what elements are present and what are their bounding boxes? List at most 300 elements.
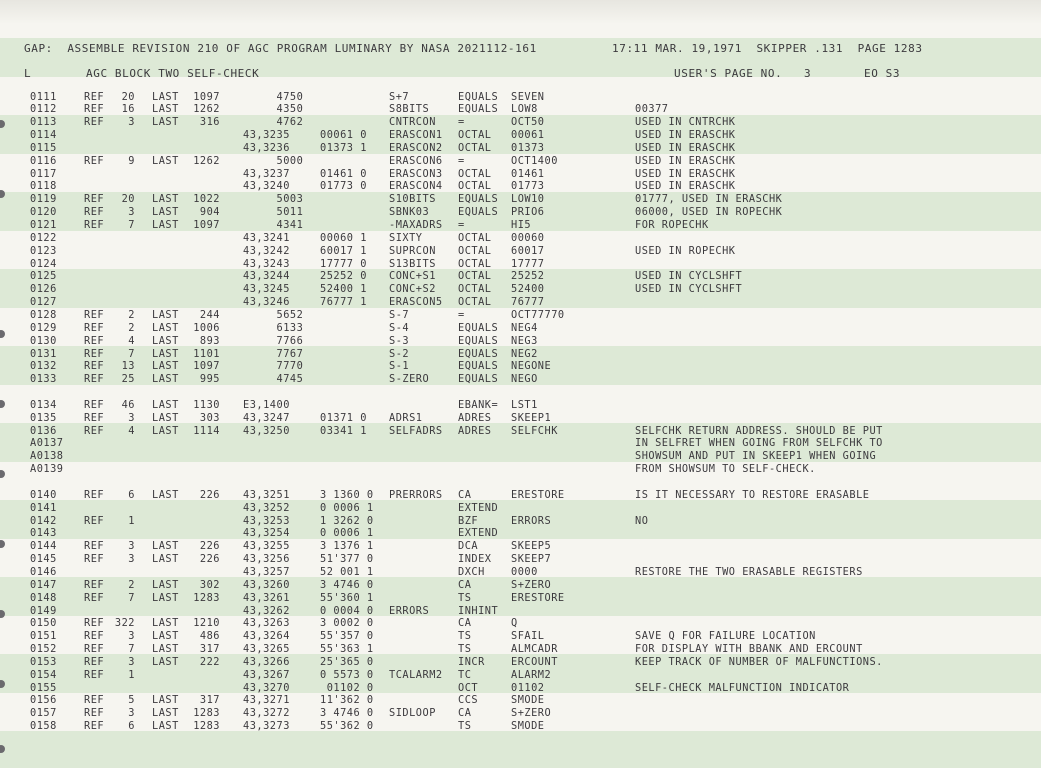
last-keyword: LAST	[152, 578, 179, 591]
ref-count: 46	[121, 398, 135, 411]
line-number: 0145	[30, 553, 57, 566]
line-number: A0138	[30, 450, 64, 463]
octal-code: 52400 1	[320, 283, 367, 296]
listing-row	[0, 399, 1041, 412]
line-number: 0113	[30, 116, 57, 129]
line-number: 0146	[30, 565, 57, 578]
listing-row	[0, 309, 1041, 322]
last-keyword: LAST	[152, 553, 179, 566]
last-keyword: LAST	[152, 193, 179, 206]
line-number: 0116	[30, 154, 57, 167]
operand: SELFCHK	[511, 424, 558, 437]
listing-row	[0, 296, 1041, 309]
last-ref: 1283	[193, 591, 220, 604]
listing-row	[0, 116, 1041, 129]
opcode: CA	[458, 707, 472, 720]
operand: 01102	[511, 681, 545, 694]
address: 43,3263	[243, 617, 290, 630]
octal-code: 3 0002 0	[320, 617, 374, 630]
listing-row	[0, 643, 1041, 656]
opcode: EXTEND	[458, 501, 499, 514]
last-ref: 226	[199, 540, 220, 553]
listing-row	[0, 630, 1041, 643]
symbol-label: ERRORS	[389, 604, 430, 617]
line-number: 0122	[30, 231, 57, 244]
opcode: INDEX	[458, 553, 492, 566]
address: 43,3253	[243, 514, 290, 527]
listing-header-timestamp: 17:11 MAR. 19,1971 SKIPPER .131 PAGE 1283	[612, 42, 923, 55]
listing-row	[0, 412, 1041, 425]
operand: 00060	[511, 231, 545, 244]
last-keyword: LAST	[152, 219, 179, 231]
address: 43,3237	[243, 167, 290, 180]
comment: 00377	[635, 103, 669, 116]
opcode: EQUALS	[458, 347, 499, 360]
symbol-label: S-7	[389, 308, 410, 321]
opcode: OCTAL	[458, 129, 492, 142]
comment: IN SELFRET WHEN GOING FROM SELFCHK TO	[635, 437, 883, 450]
symbol-label: S-3	[389, 334, 410, 347]
symbol-label: S-4	[389, 321, 410, 334]
operand: NEG2	[511, 347, 538, 360]
opcode: BZF	[458, 514, 479, 527]
comment: USED IN ERASCHK	[635, 167, 736, 180]
listing-row	[0, 617, 1041, 630]
last-ref: 1262	[193, 154, 220, 167]
last-ref: 226	[199, 488, 220, 501]
ref-keyword: REF	[84, 154, 105, 167]
ref-keyword: REF	[84, 514, 105, 527]
comment: FOR ROPECHK	[635, 219, 709, 231]
comment: USED IN CYCLSHFT	[635, 283, 743, 296]
listing-row	[0, 258, 1041, 271]
ref-keyword: REF	[84, 488, 105, 501]
opcode: INCR	[458, 655, 485, 668]
address: 43,3243	[243, 257, 290, 270]
listing-row	[0, 168, 1041, 181]
opcode: CA	[458, 617, 472, 630]
ref-keyword: REF	[84, 103, 105, 116]
ref-count: 6	[128, 488, 135, 501]
symbol-label: SBNK03	[389, 206, 430, 219]
line-number: 0121	[30, 219, 57, 231]
ref-count: 20	[121, 193, 135, 206]
symbol-label: S-ZERO	[389, 373, 430, 386]
address: 43,3272	[243, 707, 290, 720]
listing-row	[0, 476, 1041, 489]
address: 5000	[243, 154, 304, 167]
last-keyword: LAST	[152, 360, 179, 373]
ref-count: 7	[128, 219, 135, 231]
address: 43,3256	[243, 553, 290, 566]
address: 43,3264	[243, 630, 290, 643]
line-number: 0154	[30, 668, 57, 681]
ref-keyword: REF	[84, 193, 105, 206]
listing-row	[0, 360, 1041, 373]
opcode: OCTAL	[458, 231, 492, 244]
symbol-label: ERASCON2	[389, 141, 443, 154]
ref-keyword: REF	[84, 321, 105, 334]
ref-keyword: REF	[84, 398, 105, 411]
listing-row	[0, 245, 1041, 258]
address: 4750	[243, 90, 304, 103]
comment: FROM SHOWSUM TO SELF-CHECK.	[635, 463, 816, 476]
operand: OCT50	[511, 116, 545, 129]
ref-keyword: REF	[84, 90, 105, 103]
opcode: TS	[458, 643, 472, 656]
address: 43,3246	[243, 296, 290, 309]
line-number: 0119	[30, 193, 57, 206]
last-ref: 1262	[193, 103, 220, 116]
operand: ERRORS	[511, 514, 552, 527]
address: 43,3240	[243, 180, 290, 193]
last-ref: 1006	[193, 321, 220, 334]
line-number: 0140	[30, 488, 57, 501]
octal-code: 0 5573 0	[320, 668, 374, 681]
operand: 0000	[511, 565, 538, 578]
address: 43,3255	[243, 540, 290, 553]
opcode: ADRES	[458, 424, 492, 437]
line-number: 0155	[30, 681, 57, 694]
listing-row	[0, 437, 1041, 450]
octal-code: 3 1360 0	[320, 488, 374, 501]
page-top-shadow	[0, 0, 1041, 24]
ref-count: 16	[121, 103, 135, 116]
line-number: 0129	[30, 321, 57, 334]
last-keyword: LAST	[152, 488, 179, 501]
comment: RESTORE THE TWO ERASABLE REGISTERS	[635, 565, 863, 578]
octal-code: 01773 0	[320, 180, 367, 193]
last-ref: 316	[199, 116, 220, 129]
ref-keyword: REF	[84, 411, 105, 424]
opcode: =	[458, 116, 465, 129]
ref-keyword: REF	[84, 373, 105, 386]
octal-code: 25252 0	[320, 270, 367, 283]
section-title: AGC BLOCK TWO SELF-CHECK	[86, 67, 260, 80]
address: 43,3271	[243, 694, 290, 707]
address: 43,3245	[243, 283, 290, 296]
line-number: 0149	[30, 604, 57, 617]
opcode: CA	[458, 578, 472, 591]
opcode: =	[458, 154, 465, 167]
line-number: 0117	[30, 167, 57, 180]
comment: USED IN CYCLSHFT	[635, 270, 743, 283]
opcode: TS	[458, 630, 472, 643]
ref-count: 25	[121, 373, 135, 386]
last-keyword: LAST	[152, 411, 179, 424]
listing-header-l: L	[24, 67, 32, 80]
ref-count: 3	[128, 540, 135, 553]
octal-code: 52 001 1	[320, 565, 374, 578]
comment: SAVE Q FOR FAILURE LOCATION	[635, 630, 816, 643]
line-number: 0158	[30, 720, 57, 733]
octal-code: 3 1376 1	[320, 540, 374, 553]
last-keyword: LAST	[152, 540, 179, 553]
operand: 60017	[511, 244, 545, 257]
last-ref: 995	[199, 373, 220, 386]
symbol-label: S10BITS	[389, 193, 436, 206]
opcode: OCTAL	[458, 283, 492, 296]
opcode: EQUALS	[458, 193, 499, 206]
last-keyword: LAST	[152, 655, 179, 668]
operand: ERESTORE	[511, 591, 565, 604]
symbol-label: SIDLOOP	[389, 707, 436, 720]
opcode: ADRES	[458, 411, 492, 424]
symbol-label: CNTRCON	[389, 116, 436, 129]
address: 43,3247	[243, 411, 290, 424]
address: 7767	[243, 347, 304, 360]
line-number: 0125	[30, 270, 57, 283]
comment: IS IT NECESSARY TO RESTORE ERASABLE	[635, 488, 870, 501]
last-keyword: LAST	[152, 90, 179, 103]
last-keyword: LAST	[152, 347, 179, 360]
address: E3,1400	[243, 398, 290, 411]
address: 43,3235	[243, 129, 290, 142]
address: 43,3244	[243, 270, 290, 283]
last-ref: 244	[199, 308, 220, 321]
ref-keyword: REF	[84, 334, 105, 347]
listing-row	[0, 348, 1041, 361]
ref-count: 322	[114, 617, 135, 630]
address: 43,3260	[243, 578, 290, 591]
ref-keyword: REF	[84, 553, 105, 566]
last-keyword: LAST	[152, 617, 179, 630]
comment: SELFCHK RETURN ADDRESS. SHOULD BE PUT	[635, 424, 883, 437]
opcode: CA	[458, 488, 472, 501]
opcode: =	[458, 308, 465, 321]
address: 7766	[243, 334, 304, 347]
operand: 25252	[511, 270, 545, 283]
line-number: 0150	[30, 617, 57, 630]
last-keyword: LAST	[152, 398, 179, 411]
operand: ALMCADR	[511, 643, 558, 656]
ref-keyword: REF	[84, 360, 105, 373]
last-ref: 317	[199, 694, 220, 707]
listing-row	[0, 656, 1041, 669]
operand: S+ZERO	[511, 578, 552, 591]
symbol-label: CONC+S1	[389, 270, 436, 283]
last-ref: 904	[199, 206, 220, 219]
listing-row	[0, 283, 1041, 296]
ref-keyword: REF	[84, 655, 105, 668]
ref-count: 2	[128, 578, 135, 591]
operand: ALARM2	[511, 668, 552, 681]
ref-count: 3	[128, 553, 135, 566]
operand: SFAIL	[511, 630, 545, 643]
ref-count: 4	[128, 424, 135, 437]
opcode: DCA	[458, 540, 479, 553]
operand: 17777	[511, 257, 545, 270]
last-ref: 1114	[193, 424, 220, 437]
listing-row	[0, 669, 1041, 682]
ref-count: 3	[128, 630, 135, 643]
last-ref: 1097	[193, 219, 220, 231]
last-ref: 486	[199, 630, 220, 643]
octal-code: 55'362 0	[320, 720, 374, 733]
opcode: EQUALS	[458, 373, 499, 386]
octal-code: 0 0004 0	[320, 604, 374, 617]
line-number: 0144	[30, 540, 57, 553]
octal-code: 01461 0	[320, 167, 367, 180]
line-number: 0126	[30, 283, 57, 296]
line-number: 0111	[30, 90, 57, 103]
line-number: 0130	[30, 334, 57, 347]
ref-keyword: REF	[84, 643, 105, 656]
listing-row	[0, 91, 1041, 104]
operand: SMODE	[511, 720, 545, 733]
octal-code: 0 0006 1	[320, 527, 374, 540]
symbol-label: -MAXADRS	[389, 219, 443, 231]
address: 4762	[243, 116, 304, 129]
operand: NEG3	[511, 334, 538, 347]
eo-marker: EO S3	[864, 67, 901, 80]
ref-count: 5	[128, 694, 135, 707]
ref-keyword: REF	[84, 219, 105, 231]
comment: NO	[635, 514, 649, 527]
address: 7770	[243, 360, 304, 373]
octal-code: 11'362 0	[320, 694, 374, 707]
line-number: 0148	[30, 591, 57, 604]
opcode: OCTAL	[458, 270, 492, 283]
line-number: 0133	[30, 373, 57, 386]
ref-keyword: REF	[84, 578, 105, 591]
line-number: 0157	[30, 707, 57, 720]
ref-keyword: REF	[84, 347, 105, 360]
opcode: DXCH	[458, 565, 485, 578]
listing-row	[0, 270, 1041, 283]
line-number: 0127	[30, 296, 57, 309]
comment: USED IN ERASCHK	[635, 129, 736, 142]
octal-code: 60017 1	[320, 244, 367, 257]
listing-row	[0, 180, 1041, 193]
listing-row	[0, 322, 1041, 335]
line-number: 0128	[30, 308, 57, 321]
comment: USED IN CNTRCHK	[635, 116, 736, 129]
last-ref: 893	[199, 334, 220, 347]
ref-keyword: REF	[84, 424, 105, 437]
octal-code: 00061 0	[320, 129, 367, 142]
operand: LOW10	[511, 193, 545, 206]
ref-count: 2	[128, 308, 135, 321]
opcode: EQUALS	[458, 206, 499, 219]
line-number: 0141	[30, 501, 57, 514]
last-ref: 226	[199, 553, 220, 566]
last-keyword: LAST	[152, 424, 179, 437]
ref-count: 7	[128, 347, 135, 360]
opcode: OCTAL	[458, 296, 492, 309]
ref-count: 7	[128, 643, 135, 656]
last-keyword: LAST	[152, 630, 179, 643]
ref-count: 3	[128, 411, 135, 424]
address: 5003	[243, 193, 304, 206]
line-number: 0152	[30, 643, 57, 656]
address: 43,3254	[243, 527, 290, 540]
operand: 01373	[511, 141, 545, 154]
address: 43,3273	[243, 720, 290, 733]
line-number: 0123	[30, 244, 57, 257]
opcode: INHINT	[458, 604, 499, 617]
address: 43,3261	[243, 591, 290, 604]
ref-count: 20	[121, 90, 135, 103]
last-keyword: LAST	[152, 308, 179, 321]
line-number: 0131	[30, 347, 57, 360]
last-ref: 1022	[193, 193, 220, 206]
listing-row	[0, 579, 1041, 592]
operand: OCT1400	[511, 154, 558, 167]
ref-keyword: REF	[84, 720, 105, 733]
operand: SMODE	[511, 694, 545, 707]
comment: SHOWSUM AND PUT IN SKEEP1 WHEN GOING	[635, 450, 877, 463]
ref-keyword: REF	[84, 206, 105, 219]
listing-row	[0, 515, 1041, 528]
octal-code: 25'365 0	[320, 655, 374, 668]
last-ref: 1130	[193, 398, 220, 411]
line-number: 0120	[30, 206, 57, 219]
symbol-label: S-2	[389, 347, 410, 360]
operand: 00061	[511, 129, 545, 142]
symbol-label: SUPRCON	[389, 244, 436, 257]
address: 43,3265	[243, 643, 290, 656]
operand: S+ZERO	[511, 707, 552, 720]
address: 4745	[243, 373, 304, 386]
ref-keyword: REF	[84, 630, 105, 643]
last-ref: 222	[199, 655, 220, 668]
operand: SKEEP5	[511, 540, 552, 553]
line-number: 0115	[30, 141, 57, 154]
last-keyword: LAST	[152, 373, 179, 386]
opcode: EQUALS	[458, 334, 499, 347]
line-number: 0112	[30, 103, 57, 116]
comment: USED IN ERASCHK	[635, 180, 736, 193]
last-ref: 317	[199, 643, 220, 656]
ref-count: 3	[128, 655, 135, 668]
octal-code: 00060 1	[320, 231, 367, 244]
ref-count: 3	[128, 206, 135, 219]
comment: USED IN ERASCHK	[635, 154, 736, 167]
last-keyword: LAST	[152, 720, 179, 733]
last-keyword: LAST	[152, 321, 179, 334]
comment: 06000, USED IN ROPECHK	[635, 206, 783, 219]
ref-keyword: REF	[84, 617, 105, 630]
listing-row	[0, 142, 1041, 155]
listing-header-title: GAP: ASSEMBLE REVISION 210 OF AGC PROGRAM LUMINARY BY NASA 2021112-161	[24, 42, 537, 55]
address: 6133	[243, 321, 304, 334]
operand: ERCOUNT	[511, 655, 558, 668]
opcode: =	[458, 219, 465, 231]
listing-row	[0, 682, 1041, 695]
last-keyword: LAST	[152, 694, 179, 707]
symbol-label: S-1	[389, 360, 410, 373]
opcode: OCTAL	[458, 141, 492, 154]
listing-row	[0, 540, 1041, 553]
listing-row	[0, 707, 1041, 720]
opcode: TS	[458, 591, 472, 604]
last-ref: 1097	[193, 90, 220, 103]
last-ref: 1283	[193, 707, 220, 720]
operand: SKEEP7	[511, 553, 552, 566]
last-keyword: LAST	[152, 643, 179, 656]
listing-row	[0, 553, 1041, 566]
line-number: A0137	[30, 437, 64, 450]
line-number: 0136	[30, 424, 57, 437]
last-keyword: LAST	[152, 334, 179, 347]
ref-keyword: REF	[84, 116, 105, 129]
ref-count: 9	[128, 154, 135, 167]
ref-keyword: REF	[84, 668, 105, 681]
octal-code: 76777 1	[320, 296, 367, 309]
opcode: OCTAL	[458, 244, 492, 257]
octal-code: 51'377 0	[320, 553, 374, 566]
